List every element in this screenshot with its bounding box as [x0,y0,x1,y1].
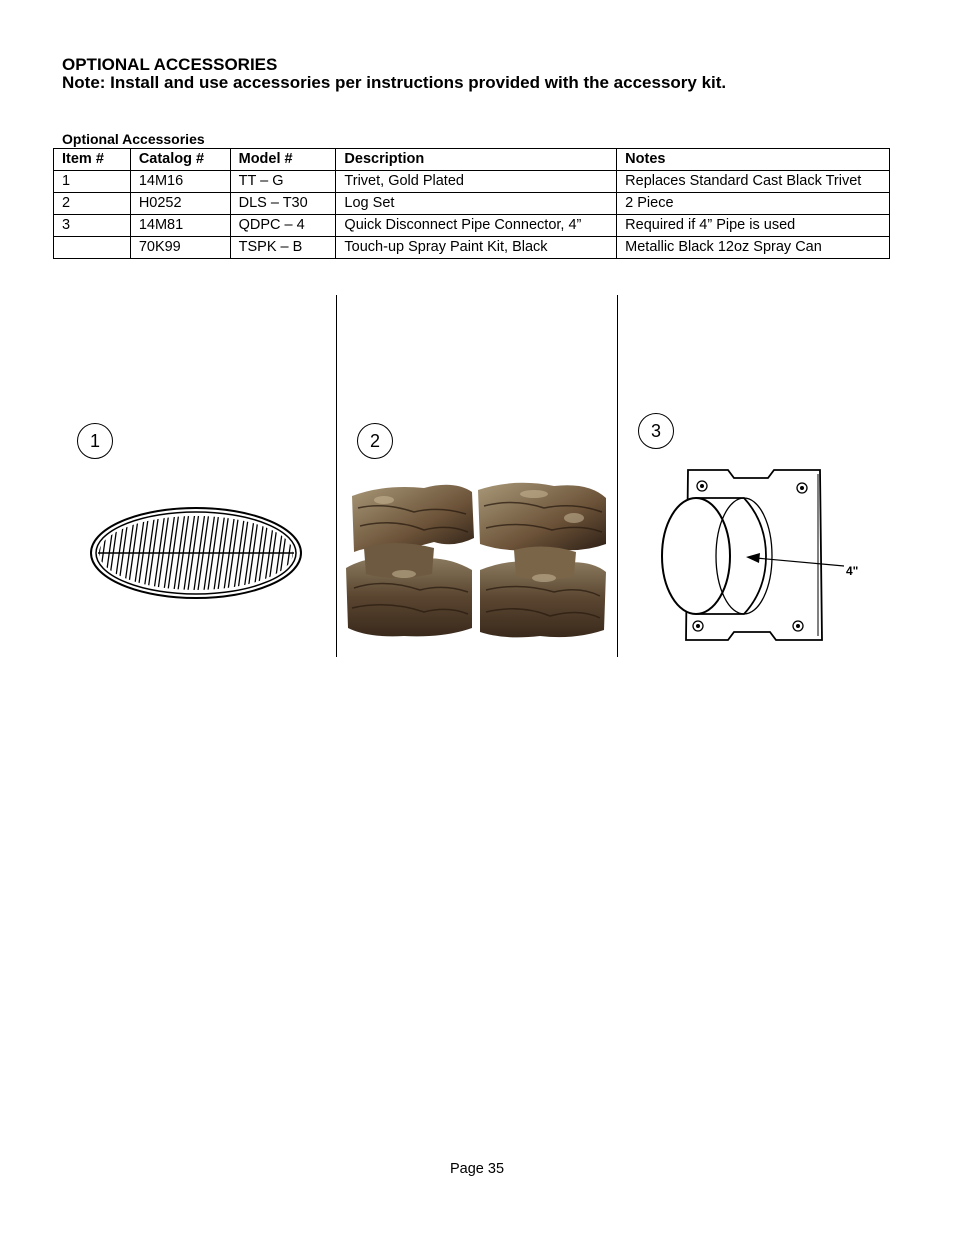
install-note: Note: Install and use accessories per instructions provided with the accessory kit. [62,73,727,92]
figure-divider [617,295,618,657]
cell-model: DLS – T30 [230,193,336,215]
table-row [54,237,890,259]
trivet-illustration [88,505,304,601]
cell-description: Trivet, Gold Plated [336,171,617,193]
cell-catalog: 14M81 [130,215,230,237]
connector-size-label: 4" [846,564,859,578]
table-header-row [54,149,890,171]
cell-catalog: H0252 [130,193,230,215]
header-notes: Notes [617,149,890,171]
header-description: Description [336,149,617,171]
cell-model: TSPK – B [230,237,336,259]
cell-item [54,237,131,259]
table-row [54,171,890,193]
cell-model: TT – G [230,171,336,193]
section-heading: OPTIONAL ACCESSORIES [62,55,278,74]
table-caption: Optional Accessories [62,131,205,147]
cell-catalog: 70K99 [130,237,230,259]
cell-description: Log Set [336,193,617,215]
cell-notes: Replaces Standard Cast Black Trivet [617,171,890,193]
figure-divider [336,295,337,657]
pipe-connector-illustration [656,464,872,648]
cell-item: 2 [54,193,131,215]
cell-item: 1 [54,171,131,193]
cell-notes: 2 Piece [617,193,890,215]
cell-notes: Metallic Black 12oz Spray Can [617,237,890,259]
callout-3: 3 [638,413,674,449]
table-row [54,215,890,237]
callout-1: 1 [77,423,113,459]
accessories-table [53,148,890,259]
header-model: Model # [230,149,336,171]
header-item: Item # [54,149,131,171]
header-catalog: Catalog # [130,149,230,171]
cell-description: Quick Disconnect Pipe Connector, 4” [336,215,617,237]
callout-2: 2 [357,423,393,459]
cell-catalog: 14M16 [130,171,230,193]
cell-description: Touch-up Spray Paint Kit, Black [336,237,617,259]
cell-notes: Required if 4” Pipe is used [617,215,890,237]
cell-item: 3 [54,215,131,237]
table-row [54,193,890,215]
cell-model: QDPC – 4 [230,215,336,237]
log-set-illustration [344,478,610,644]
page-number: Page 35 [449,1161,505,1177]
